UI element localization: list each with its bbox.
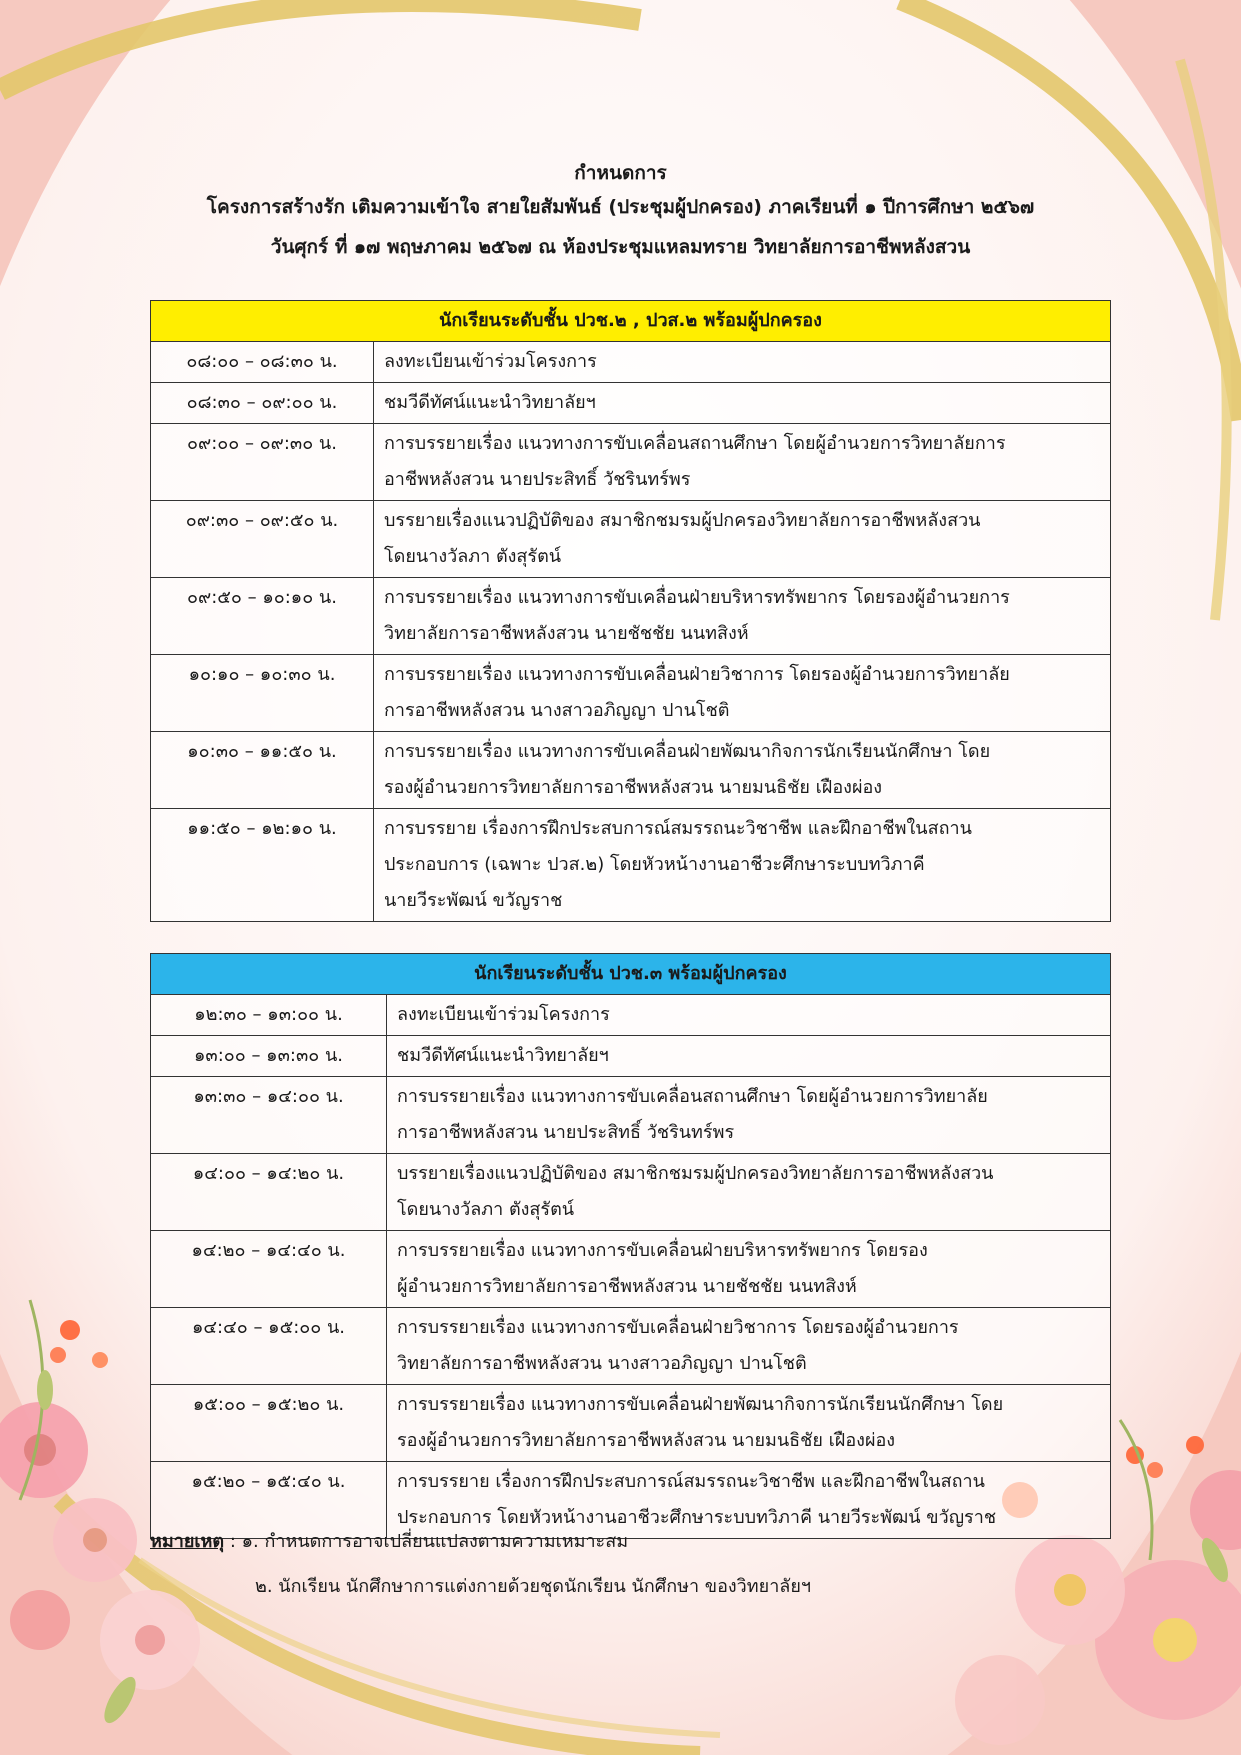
activity-line: การบรรยาย เรื่องการฝึกประสบการณ์สมรรถนะวิชาชีพ และฝึกอาชีพในสถาน (397, 1471, 985, 1492)
activity-line: การบรรยายเรื่อง แนวทางการขับเคลื่อนฝ่ายพัฒนากิจการนักเรียนนักศึกษา โดย (384, 741, 991, 762)
activity-line: การบรรยายเรื่อง แนวทางการขับเคลื่อนฝ่ายพัฒนากิจการนักเรียนนักศึกษา โดย (397, 1394, 1004, 1415)
table-row (151, 809, 1111, 922)
time-cell: ๐๘:๓๐ – ๐๙:๐๐ น. (151, 383, 374, 424)
activity-cell (374, 578, 1111, 655)
activity-line: นายวีระพัฒน์ ขวัญราช (384, 890, 563, 911)
date-and-venue: วันศุกร์ ที่ ๑๗ พฤษภาคม ๒๕๖๗ ณ ห้องประชุมแหลมทราย วิทยาลัยการอาชีพหลังสวน (270, 236, 971, 258)
activity-line: การบรรยายเรื่อง แนวทางการขับเคลื่อนฝ่ายวิชาการ โดยรองผู้อำนวยการวิทยาลัย (384, 664, 1010, 685)
time-cell: ๑๔:๐๐ – ๑๔:๒๐ น. (151, 1154, 387, 1231)
table-row (151, 1308, 1111, 1385)
activity-line: การอาชีพหลังสวน นายประสิทธิ์ วัชรินทร์พร (397, 1122, 735, 1143)
activity-line: การบรรยายเรื่อง แนวทางการขับเคลื่อนฝ่ายวิชาการ โดยรองผู้อำนวยการ (397, 1317, 959, 1338)
time-cell: ๑๐:๓๐ – ๑๑:๕๐ น. (151, 732, 374, 809)
activity-cell (374, 424, 1111, 501)
time-cell: ๑๒:๓๐ – ๑๓:๐๐ น. (151, 995, 387, 1036)
activity-line: วิทยาลัยการอาชีพหลังสวน นางสาวอภิญญา ปานโชติ (397, 1353, 807, 1374)
time-cell: ๑๓:๓๐ – ๑๔:๐๐ น. (151, 1077, 387, 1154)
time-cell: ๑๔:๒๐ – ๑๔:๔๐ น. (151, 1231, 387, 1308)
activity-line: ชมวีดีทัศน์แนะนำวิทยาลัยฯ (397, 1045, 609, 1066)
activity-cell (387, 1077, 1111, 1154)
activity-cell (374, 501, 1111, 578)
note-item-1: : ๑. กำหนดการอาจเปลี่ยนแปลงตามความเหมาะสม (224, 1531, 629, 1552)
activity-cell (374, 655, 1111, 732)
time-cell: ๑๓:๐๐ – ๑๓:๓๐ น. (151, 1036, 387, 1077)
activity-cell (374, 383, 1111, 424)
activity-line: ชมวีดีทัศน์แนะนำวิทยาลัยฯ (384, 392, 596, 413)
activity-cell (374, 342, 1111, 383)
activity-line: ประกอบการ โดยหัวหน้างานอาชีวะศึกษาระบบทวิภาคี นายวีระพัฒน์ ขวัญราช (397, 1507, 997, 1528)
table-row (151, 732, 1111, 809)
activity-line: โดยนางวัลภา ตังสุรัตน์ (384, 546, 562, 567)
time-cell: ๑๕:๒๐ – ๑๕:๔๐ น. (151, 1462, 387, 1539)
activity-line: ผู้อำนวยการวิทยาลัยการอาชีพหลังสวน นายชัชชัย นนทสิงห์ (397, 1276, 857, 1297)
table-row (151, 1231, 1111, 1308)
activity-cell (387, 1231, 1111, 1308)
project-title: โครงการสร้างรัก เติมความเข้าใจ สายใยสัมพันธ์ (ประชุมผู้ปกครอง) ภาคเรียนที่ ๑ ปีการศึกษา ๒๕๖๗ (206, 196, 1035, 218)
table-row (151, 655, 1111, 732)
activity-line: การบรรยายเรื่อง แนวทางการขับเคลื่อนฝ่ายบริหารทรัพยากร โดยรองผู้อำนวยการ (384, 587, 1010, 608)
activity-cell (387, 1385, 1111, 1462)
time-cell: ๐๙:๕๐ – ๑๐:๑๐ น. (151, 578, 374, 655)
time-cell: ๑๕:๐๐ – ๑๕:๒๐ น. (151, 1385, 387, 1462)
time-cell: ๑๔:๔๐ – ๑๕:๐๐ น. (151, 1308, 387, 1385)
activity-cell (387, 995, 1111, 1036)
schedule-table-section-2 (150, 953, 1111, 1539)
time-cell: ๐๙:๓๐ – ๐๙:๕๐ น. (151, 501, 374, 578)
table-row (151, 578, 1111, 655)
activity-cell (387, 1308, 1111, 1385)
note-label: หมายเหตุ (150, 1531, 225, 1552)
table-row (151, 424, 1111, 501)
activity-line: บรรยายเรื่องแนวปฏิบัติของ สมาชิกชมรมผู้ปกครองวิทยาลัยการอาชีพหลังสวน (397, 1163, 994, 1184)
section-heading: นักเรียนระดับชั้น ปวช.๒ , ปวส.๒ พร้อมผู้ปกครอง (151, 301, 1111, 342)
table-row (151, 1077, 1111, 1154)
table-row (151, 1036, 1111, 1077)
time-cell: ๑๐:๑๐ – ๑๐:๓๐ น. (151, 655, 374, 732)
table-row (151, 342, 1111, 383)
activity-line: บรรยายเรื่องแนวปฏิบัติของ สมาชิกชมรมผู้ปกครองวิทยาลัยการอาชีพหลังสวน (384, 510, 981, 531)
note-line-2: ๒. นักเรียน นักศึกษาการแต่งกายด้วยชุดนักเรียน นักศึกษา ของวิทยาลัยฯ (255, 1576, 811, 1597)
table-row (151, 1154, 1111, 1231)
activity-line: ลงทะเบียนเข้าร่วมโครงการ (397, 1004, 610, 1025)
table-row (151, 995, 1111, 1036)
time-cell: ๑๑:๕๐ – ๑๒:๑๐ น. (151, 809, 374, 922)
activity-cell (374, 732, 1111, 809)
time-cell: ๐๘:๐๐ – ๐๘:๓๐ น. (151, 342, 374, 383)
time-cell: ๐๙:๐๐ – ๐๙:๓๐ น. (151, 424, 374, 501)
activity-cell (374, 809, 1111, 922)
activity-line: อาชีพหลังสวน นายประสิทธิ์ วัชรินทร์พร (384, 469, 691, 490)
section-heading: นักเรียนระดับชั้น ปวช.๓ พร้อมผู้ปกครอง (151, 954, 1111, 995)
activity-line: การอาชีพหลังสวน นางสาวอภิญญา ปานโชติ (384, 700, 730, 721)
page-title: กำหนดการ (574, 162, 667, 184)
activity-cell (387, 1154, 1111, 1231)
activity-line: การบรรยายเรื่อง แนวทางการขับเคลื่อนสถานศึกษา โดยผู้อำนวยการวิทยาลัยการ (384, 433, 1006, 454)
activity-line: รองผู้อำนวยการวิทยาลัยการอาชีพหลังสวน นายมนธิชัย เฝืองผ่อง (397, 1430, 896, 1451)
table-row (151, 383, 1111, 424)
table-row (151, 1385, 1111, 1462)
table-row (151, 501, 1111, 578)
note-line-1 (150, 1527, 628, 1557)
activity-line: วิทยาลัยการอาชีพหลังสวน นายชัชชัย นนทสิงห์ (384, 623, 749, 644)
activity-line: ประกอบการ (เฉพาะ ปวส.๒) โดยหัวหน้างานอาชีวะศึกษาระบบทวิภาคี (384, 854, 925, 875)
activity-line: โดยนางวัลภา ตังสุรัตน์ (397, 1199, 575, 1220)
schedule-table-section-1 (150, 300, 1111, 922)
activity-line: รองผู้อำนวยการวิทยาลัยการอาชีพหลังสวน นายมนธิชัย เฝืองผ่อง (384, 777, 883, 798)
activity-line: การบรรยายเรื่อง แนวทางการขับเคลื่อนสถานศึกษา โดยผู้อำนวยการวิทยาลัย (397, 1086, 988, 1107)
activity-line: การบรรยายเรื่อง แนวทางการขับเคลื่อนฝ่ายบริหารทรัพยากร โดยรอง (397, 1240, 928, 1261)
activity-line: การบรรยาย เรื่องการฝึกประสบการณ์สมรรถนะวิชาชีพ และฝึกอาชีพในสถาน (384, 818, 972, 839)
activity-cell (387, 1036, 1111, 1077)
activity-line: ลงทะเบียนเข้าร่วมโครงการ (384, 351, 597, 372)
